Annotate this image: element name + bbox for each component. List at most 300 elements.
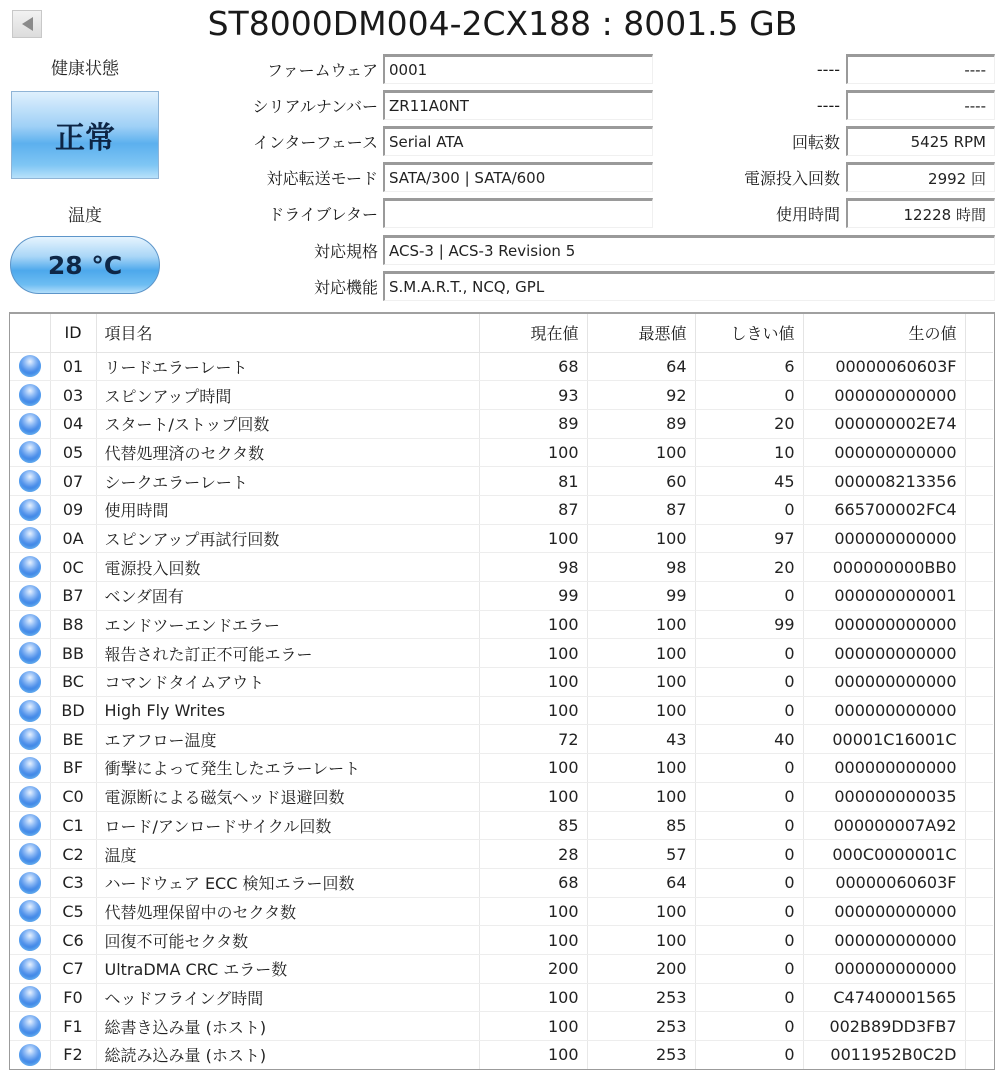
- table-row[interactable]: [10, 754, 993, 783]
- drive-letter-label: ドライブレター: [268, 204, 378, 224]
- threshold-value: 0: [695, 495, 803, 524]
- filler-cell: [965, 438, 993, 467]
- raw-value: 000000000000: [803, 438, 965, 467]
- raw-value: 000000000000: [803, 381, 965, 410]
- table-row[interactable]: [10, 467, 993, 496]
- current-value: 100: [479, 524, 587, 553]
- attribute-id: 09: [50, 495, 96, 524]
- attribute-id: B7: [50, 582, 96, 611]
- power-on-hours-label: 使用時間: [775, 204, 840, 224]
- threshold-value: 10: [695, 438, 803, 467]
- current-value: 98: [479, 553, 587, 582]
- status-cell: [10, 1012, 50, 1041]
- blue-status-circle-icon: [19, 470, 41, 492]
- status-cell: [10, 409, 50, 438]
- filler-cell: [965, 409, 993, 438]
- transfer-mode-row: [180, 162, 653, 192]
- blue-status-circle-icon: [19, 986, 41, 1008]
- attribute-id: C5: [50, 897, 96, 926]
- attribute-name: コマンドタイムアウト: [96, 668, 479, 697]
- current-value: 100: [479, 610, 587, 639]
- drive-letter-field: [383, 198, 653, 228]
- worst-value: 200: [587, 954, 695, 983]
- status-cell: [10, 668, 50, 697]
- right-label-2: ----: [816, 95, 840, 115]
- attribute-name: 総書き込み量 (ホスト): [96, 1012, 479, 1041]
- column-header-threshold[interactable]: しきい値: [695, 314, 803, 352]
- worst-value: 87: [587, 495, 695, 524]
- drive-letter-row: [180, 198, 653, 228]
- table-row[interactable]: [10, 524, 993, 553]
- status-cell: [10, 467, 50, 496]
- worst-value: 100: [587, 639, 695, 668]
- status-cell: [10, 610, 50, 639]
- serial-row: [180, 90, 653, 120]
- raw-value: 000000000000: [803, 897, 965, 926]
- table-row[interactable]: [10, 495, 993, 524]
- attribute-name: High Fly Writes: [96, 696, 479, 725]
- blue-status-circle-icon: [19, 384, 41, 406]
- table-row[interactable]: [10, 610, 993, 639]
- features-label: 対応機能: [313, 277, 378, 297]
- current-value: 81: [479, 467, 587, 496]
- filler-cell: [965, 467, 993, 496]
- attribute-name: 回復不可能セクタ数: [96, 926, 479, 955]
- worst-value: 92: [587, 381, 695, 410]
- attribute-name: ハードウェア ECC 検知エラー回数: [96, 868, 479, 897]
- column-header-id[interactable]: ID: [50, 314, 96, 352]
- current-value: 87: [479, 495, 587, 524]
- current-value: 200: [479, 954, 587, 983]
- table-row[interactable]: [10, 1012, 993, 1041]
- attribute-id: 0A: [50, 524, 96, 553]
- standard-label: 対応規格: [313, 241, 378, 261]
- firmware-field: 0001: [383, 54, 653, 84]
- filler-cell: [965, 495, 993, 524]
- raw-value: 000000000000: [803, 668, 965, 697]
- attribute-id: F0: [50, 983, 96, 1012]
- column-header-worst[interactable]: 最悪値: [587, 314, 695, 352]
- status-cell: [10, 983, 50, 1012]
- raw-value: 000000000000: [803, 696, 965, 725]
- blue-status-circle-icon: [19, 1015, 41, 1037]
- attribute-name: ロード/アンロードサイクル回数: [96, 811, 479, 840]
- status-cell: [10, 696, 50, 725]
- table-row[interactable]: [10, 1041, 993, 1070]
- attribute-name: スタート/ストップ回数: [96, 409, 479, 438]
- threshold-value: 0: [695, 668, 803, 697]
- worst-value: 100: [587, 438, 695, 467]
- table-row[interactable]: [10, 983, 993, 1012]
- current-value: 100: [479, 668, 587, 697]
- threshold-value: 0: [695, 897, 803, 926]
- raw-value: 000000000000: [803, 926, 965, 955]
- threshold-value: 0: [695, 696, 803, 725]
- worst-value: 64: [587, 352, 695, 381]
- current-value: 100: [479, 983, 587, 1012]
- status-cell: [10, 954, 50, 983]
- attribute-id: 04: [50, 409, 96, 438]
- threshold-value: 0: [695, 754, 803, 783]
- health-status-button[interactable]: 正常: [11, 91, 159, 179]
- status-cell: [10, 352, 50, 381]
- raw-value: 0011952B0C2D: [803, 1041, 965, 1070]
- current-value: 99: [479, 582, 587, 611]
- filler-cell: [965, 926, 993, 955]
- attribute-id: BB: [50, 639, 96, 668]
- serial-field: ZR11A0NT: [383, 90, 653, 120]
- right-field-2: ----: [846, 90, 995, 120]
- worst-value: 100: [587, 610, 695, 639]
- power-on-count-field: 2992 回: [846, 162, 995, 192]
- raw-value: 000000000BB0: [803, 553, 965, 582]
- rotation-field: 5425 RPM: [846, 126, 995, 156]
- attribute-id: C7: [50, 954, 96, 983]
- table-row[interactable]: [10, 811, 993, 840]
- interface-label: インターフェース: [253, 132, 378, 152]
- table-row[interactable]: [10, 352, 993, 381]
- current-value: 100: [479, 1012, 587, 1041]
- raw-value: 000000000001: [803, 582, 965, 611]
- attribute-name: 代替処理済のセクタ数: [96, 438, 479, 467]
- standard-field: ACS-3 | ACS-3 Revision 5: [383, 235, 995, 265]
- attribute-name: ヘッドフライング時間: [96, 983, 479, 1012]
- worst-value: 99: [587, 582, 695, 611]
- status-cell: [10, 639, 50, 668]
- current-value: 100: [479, 782, 587, 811]
- blue-status-circle-icon: [19, 843, 41, 865]
- threshold-value: 0: [695, 1041, 803, 1070]
- raw-value: 000C0000001C: [803, 840, 965, 869]
- table-row[interactable]: [10, 897, 993, 926]
- firmware-label: ファームウェア: [266, 60, 378, 80]
- attribute-id: BE: [50, 725, 96, 754]
- table-row[interactable]: [10, 438, 993, 467]
- blue-status-circle-icon: [19, 814, 41, 836]
- attribute-name: エアフロー温度: [96, 725, 479, 754]
- attribute-id: C1: [50, 811, 96, 840]
- worst-value: 100: [587, 524, 695, 553]
- filler-cell: [965, 381, 993, 410]
- filler-cell: [965, 1012, 993, 1041]
- blue-status-circle-icon: [19, 700, 41, 722]
- attribute-name: 電源投入回数: [96, 553, 479, 582]
- worst-value: 98: [587, 553, 695, 582]
- worst-value: 100: [587, 782, 695, 811]
- attribute-name: スピンアップ再試行回数: [96, 524, 479, 553]
- blue-status-circle-icon: [19, 556, 41, 578]
- threshold-value: 6: [695, 352, 803, 381]
- current-value: 85: [479, 811, 587, 840]
- threshold-value: 45: [695, 467, 803, 496]
- table-row[interactable]: [10, 553, 993, 582]
- filler-cell: [965, 524, 993, 553]
- blue-status-circle-icon: [19, 527, 41, 549]
- threshold-value: 0: [695, 868, 803, 897]
- worst-value: 100: [587, 754, 695, 783]
- attribute-id: BD: [50, 696, 96, 725]
- filler-cell: [965, 897, 993, 926]
- status-cell: [10, 754, 50, 783]
- right-field-1: ----: [846, 54, 995, 84]
- filler-cell: [965, 582, 993, 611]
- attribute-name: リードエラーレート: [96, 352, 479, 381]
- status-cell: [10, 840, 50, 869]
- threshold-value: 20: [695, 409, 803, 438]
- raw-value: 000000000035: [803, 782, 965, 811]
- blue-status-circle-icon: [19, 958, 41, 980]
- attribute-id: 07: [50, 467, 96, 496]
- table-row[interactable]: [10, 381, 993, 410]
- raw-value: 000000000000: [803, 524, 965, 553]
- current-value: 100: [479, 897, 587, 926]
- column-header-raw[interactable]: 生の値: [803, 314, 965, 352]
- attribute-id: C0: [50, 782, 96, 811]
- current-value: 100: [479, 438, 587, 467]
- raw-value: 00000060603F: [803, 868, 965, 897]
- blue-status-circle-icon: [19, 671, 41, 693]
- blue-status-circle-icon: [19, 441, 41, 463]
- status-cell: [10, 1041, 50, 1070]
- table-row[interactable]: [10, 409, 993, 438]
- filler-cell: [965, 811, 993, 840]
- table-row[interactable]: [10, 639, 993, 668]
- right-row-1: [660, 54, 995, 84]
- threshold-value: 20: [695, 553, 803, 582]
- threshold-value: 0: [695, 1012, 803, 1041]
- table-row[interactable]: [10, 840, 993, 869]
- status-cell: [10, 725, 50, 754]
- filler-cell: [965, 668, 993, 697]
- power-on-count-row: [660, 162, 995, 192]
- blue-status-circle-icon: [19, 499, 41, 521]
- table-row[interactable]: [10, 954, 993, 983]
- attribute-name: 報告された訂正不可能エラー: [96, 639, 479, 668]
- disk-title: ST8000DM004-2CX188 : 8001.5 GB: [207, 4, 798, 43]
- blue-status-circle-icon: [19, 585, 41, 607]
- worst-value: 253: [587, 983, 695, 1012]
- raw-value: 000000000000: [803, 954, 965, 983]
- filler-cell: [965, 868, 993, 897]
- status-panel: [8, 54, 162, 294]
- attribute-id: BF: [50, 754, 96, 783]
- status-cell: [10, 782, 50, 811]
- raw-value: 000000000000: [803, 754, 965, 783]
- attribute-name: 代替処理保留中のセクタ数: [96, 897, 479, 926]
- attribute-id: C2: [50, 840, 96, 869]
- rotation-row: [660, 126, 995, 156]
- blue-status-circle-icon: [19, 642, 41, 664]
- attribute-name: スピンアップ時間: [96, 381, 479, 410]
- attribute-id: 05: [50, 438, 96, 467]
- filler-cell: [965, 983, 993, 1012]
- blue-status-circle-icon: [19, 614, 41, 636]
- worst-value: 64: [587, 868, 695, 897]
- blue-status-circle-icon: [19, 929, 41, 951]
- blue-status-circle-icon: [19, 786, 41, 808]
- table-row[interactable]: [10, 582, 993, 611]
- worst-value: 100: [587, 897, 695, 926]
- filler-cell: [965, 954, 993, 983]
- raw-value: 000000000000: [803, 639, 965, 668]
- temperature-label: 温度: [68, 206, 102, 226]
- worst-value: 85: [587, 811, 695, 840]
- raw-value: 665700002FC4: [803, 495, 965, 524]
- filler-cell: [965, 352, 993, 381]
- threshold-value: 40: [695, 725, 803, 754]
- filler-cell: [965, 1041, 993, 1070]
- threshold-value: 0: [695, 639, 803, 668]
- attribute-name: ベンダ固有: [96, 582, 479, 611]
- current-value: 72: [479, 725, 587, 754]
- attribute-name: UltraDMA CRC エラー数: [96, 954, 479, 983]
- table-row[interactable]: [10, 725, 993, 754]
- attribute-id: 01: [50, 352, 96, 381]
- attribute-name: 総読み込み量 (ホスト): [96, 1041, 479, 1070]
- temperature-badge: 28 °C: [10, 236, 160, 294]
- status-cell: [10, 524, 50, 553]
- standard-row: [180, 235, 995, 265]
- blue-status-circle-icon: [19, 872, 41, 894]
- filler-cell: [965, 553, 993, 582]
- blue-status-circle-icon: [19, 728, 41, 750]
- current-value: 93: [479, 381, 587, 410]
- raw-value: 000000007A92: [803, 811, 965, 840]
- attribute-id: F2: [50, 1041, 96, 1070]
- right-label-1: ----: [816, 59, 840, 79]
- status-cell: [10, 381, 50, 410]
- current-value: 68: [479, 868, 587, 897]
- raw-value: C47400001565: [803, 983, 965, 1012]
- column-header-filler: [965, 314, 993, 352]
- worst-value: 253: [587, 1012, 695, 1041]
- right-row-2: [660, 90, 995, 120]
- features-row: [180, 271, 995, 301]
- threshold-value: 0: [695, 983, 803, 1012]
- threshold-value: 97: [695, 524, 803, 553]
- worst-value: 100: [587, 926, 695, 955]
- threshold-value: 0: [695, 782, 803, 811]
- status-cell: [10, 495, 50, 524]
- attribute-id: 03: [50, 381, 96, 410]
- current-value: 100: [479, 1041, 587, 1070]
- attribute-name: 電源断による磁気ヘッド退避回数: [96, 782, 479, 811]
- threshold-value: 0: [695, 582, 803, 611]
- serial-label: シリアルナンバー: [252, 96, 378, 116]
- threshold-value: 0: [695, 840, 803, 869]
- blue-status-circle-icon: [19, 757, 41, 779]
- filler-cell: [965, 754, 993, 783]
- threshold-value: 0: [695, 381, 803, 410]
- worst-value: 57: [587, 840, 695, 869]
- current-value: 100: [479, 639, 587, 668]
- attribute-name: 使用時間: [96, 495, 479, 524]
- blue-status-circle-icon: [19, 355, 41, 377]
- worst-value: 43: [587, 725, 695, 754]
- threshold-value: 0: [695, 926, 803, 955]
- raw-value: 00001C16001C: [803, 725, 965, 754]
- interface-row: [180, 126, 653, 156]
- column-header-status[interactable]: [10, 314, 50, 352]
- features-field: S.M.A.R.T., NCQ, GPL: [383, 271, 995, 301]
- worst-value: 100: [587, 696, 695, 725]
- attribute-name: 衝撃によって発生したエラーレート: [96, 754, 479, 783]
- blue-status-circle-icon: [19, 1044, 41, 1066]
- filler-cell: [965, 725, 993, 754]
- current-value: 100: [479, 926, 587, 955]
- blue-status-circle-icon: [19, 413, 41, 435]
- table-row[interactable]: [10, 926, 993, 955]
- status-cell: [10, 926, 50, 955]
- threshold-value: 99: [695, 610, 803, 639]
- status-cell: [10, 553, 50, 582]
- attribute-id: B8: [50, 610, 96, 639]
- blue-status-circle-icon: [19, 900, 41, 922]
- current-value: 68: [479, 352, 587, 381]
- power-on-count-label: 電源投入回数: [743, 168, 840, 188]
- health-label: 健康状態: [51, 59, 119, 79]
- column-header-name[interactable]: 項目名: [96, 314, 479, 352]
- raw-value: 00000060603F: [803, 352, 965, 381]
- raw-value: 000008213356: [803, 467, 965, 496]
- status-cell: [10, 582, 50, 611]
- raw-value: 002B89DD3FB7: [803, 1012, 965, 1041]
- column-header-current[interactable]: 現在値: [479, 314, 587, 352]
- attribute-id: 0C: [50, 553, 96, 582]
- attribute-id: C3: [50, 868, 96, 897]
- attribute-id: F1: [50, 1012, 96, 1041]
- raw-value: 000000000000: [803, 610, 965, 639]
- status-cell: [10, 868, 50, 897]
- filler-cell: [965, 696, 993, 725]
- filler-cell: [965, 782, 993, 811]
- table-row[interactable]: [10, 668, 993, 697]
- worst-value: 253: [587, 1041, 695, 1070]
- interface-field: Serial ATA: [383, 126, 653, 156]
- current-value: 100: [479, 754, 587, 783]
- current-value: 89: [479, 409, 587, 438]
- table-header-row: [10, 314, 993, 352]
- threshold-value: 0: [695, 811, 803, 840]
- rotation-label: 回転数: [791, 132, 840, 152]
- power-on-hours-row: [660, 198, 995, 228]
- status-cell: [10, 811, 50, 840]
- status-cell: [10, 438, 50, 467]
- smart-attributes-table[interactable]: [9, 312, 995, 1070]
- filler-cell: [965, 840, 993, 869]
- attribute-id: C6: [50, 926, 96, 955]
- table-row[interactable]: [10, 782, 993, 811]
- table-row[interactable]: [10, 696, 993, 725]
- attribute-id: BC: [50, 668, 96, 697]
- worst-value: 89: [587, 409, 695, 438]
- table-row[interactable]: [10, 868, 993, 897]
- attribute-name: シークエラーレート: [96, 467, 479, 496]
- current-value: 28: [479, 840, 587, 869]
- transfer-mode-field: SATA/300 | SATA/600: [383, 162, 653, 192]
- status-cell: [10, 897, 50, 926]
- filler-cell: [965, 610, 993, 639]
- filler-cell: [965, 639, 993, 668]
- worst-value: 60: [587, 467, 695, 496]
- raw-value: 000000002E74: [803, 409, 965, 438]
- attribute-name: エンドツーエンドエラー: [96, 610, 479, 639]
- power-on-hours-field: 12228 時間: [846, 198, 995, 228]
- threshold-value: 0: [695, 954, 803, 983]
- worst-value: 100: [587, 668, 695, 697]
- firmware-row: [180, 54, 653, 84]
- current-value: 100: [479, 696, 587, 725]
